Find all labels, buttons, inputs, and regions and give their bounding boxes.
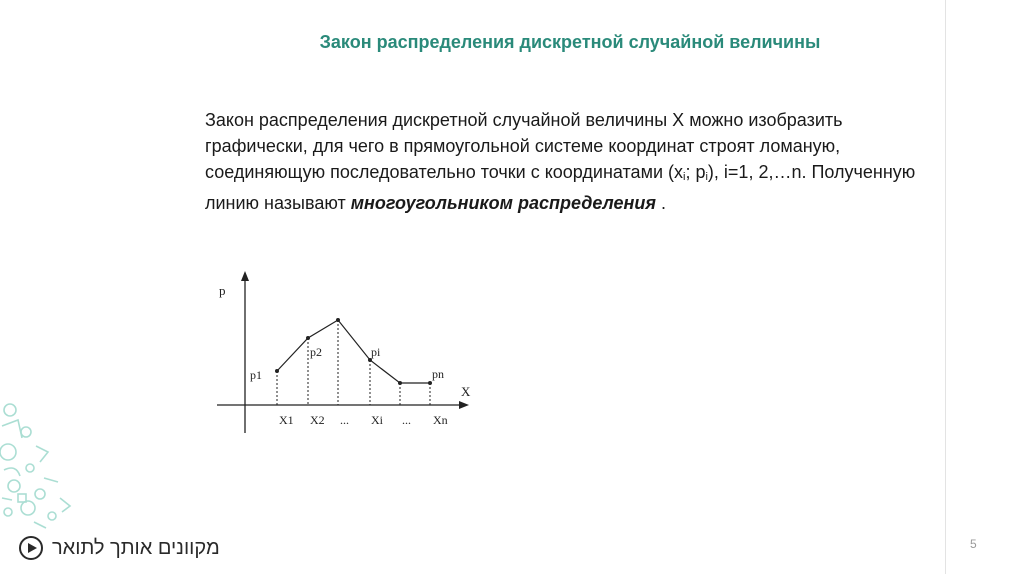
point-label-p2: p2 — [310, 345, 322, 359]
subscript-i-1: i — [683, 171, 686, 183]
right-divider — [945, 0, 946, 574]
distribution-polygon-graph — [205, 265, 485, 440]
tick-label-xn: Xn — [433, 413, 448, 427]
graph-point-5 — [398, 381, 402, 385]
tick-label-dots-2: ... — [402, 413, 411, 427]
page-number: 5 — [970, 537, 977, 551]
brand-logo — [18, 533, 220, 563]
x-axis-arrow — [459, 401, 469, 409]
y-axis-label: p — [219, 283, 226, 298]
y-axis-arrow — [241, 271, 249, 281]
tick-label-x1: X1 — [279, 413, 294, 427]
brand-logo-text: מקוונים אותך לתואר — [52, 536, 220, 559]
point-label-pi: pi — [371, 345, 381, 359]
distribution-polyline — [277, 320, 430, 383]
tick-label-dots-1: ... — [340, 413, 349, 427]
body-paragraph — [205, 107, 945, 216]
subscript-i-2: i — [705, 171, 708, 183]
paragraph-part1: Закон распределения дискретной случайной величины X можно изобразить графически, для чего в прямоугольной системе координат строят ломаную, соединяющую последовательно точки с координатами (x — [205, 110, 843, 182]
point-label-pn: pn — [432, 367, 444, 381]
play-circle-icon — [18, 535, 44, 561]
tick-label-xi: Xi — [371, 413, 383, 427]
point-label-p1: p1 — [250, 368, 262, 382]
graph-point-2 — [306, 336, 310, 340]
paragraph-part2: ; p — [685, 162, 706, 182]
graph-point-1 — [275, 369, 279, 373]
emphasis-term: многоугольником распределения — [350, 193, 656, 213]
graph-point-3 — [336, 318, 340, 322]
graph-point-6 — [428, 381, 432, 385]
tick-label-x2: X2 — [310, 413, 325, 427]
paragraph-end: . — [656, 193, 667, 213]
x-axis-label: X — [461, 384, 471, 399]
paragraph-part3: ), i=1, 2,…n. Полученную линию называют — [205, 162, 916, 213]
slide-title: Закон распределения дискретной случайной величины — [319, 32, 821, 52]
